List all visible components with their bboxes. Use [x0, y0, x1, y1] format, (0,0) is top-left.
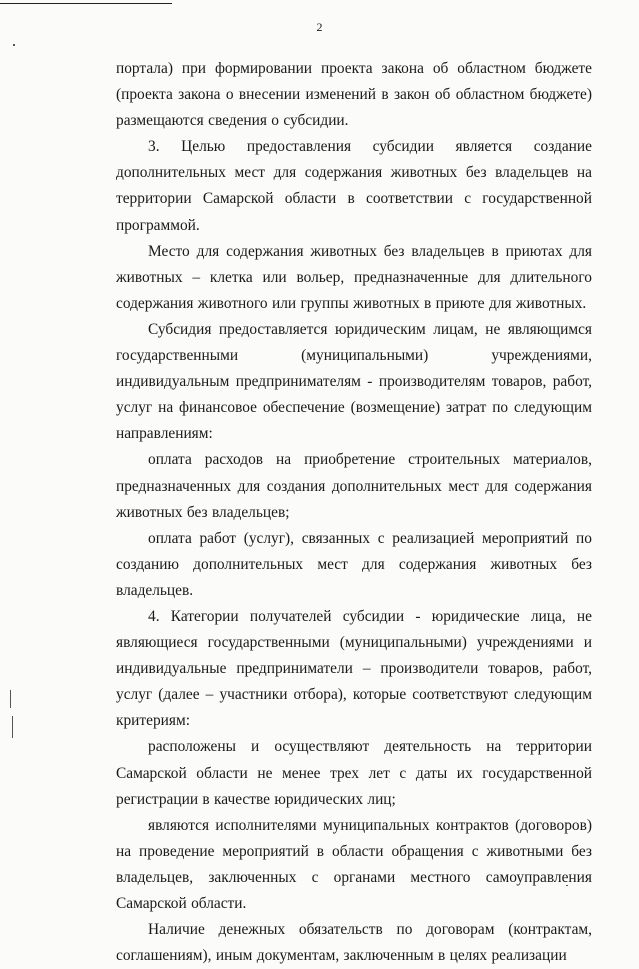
paragraph: Субсидия предоставляется юридическим лицам, не являющимся государственными (муниципальными) учреждениями, индивидуальным предпринимателям - производителям товаров, работ, услуг на финансовое обеспечение (возмещение) затрат по следующим направлениям:	[116, 320, 592, 443]
scan-mark	[10, 690, 11, 708]
header-rule	[0, 3, 172, 4]
scan-mark	[13, 44, 15, 46]
paragraph: 3. Целью предоставления субсидии является создание дополнительных мест для содержания животных без владельцев на территории Самарской области в соответствии с государственной программой.	[116, 138, 592, 234]
paragraph: портала) при формировании проекта закона об областном бюджете (проекта закона о внесении изменений в закон об областном бюджете) размещаются сведения о субсидии.	[116, 60, 592, 130]
paragraph: Место для содержания животных без владельцев в приютах для животных – клетка или вольер, предназначенные для длительного содержания животного или группы животных в приюте для животных.	[116, 242, 592, 312]
paragraph: являются исполнителями муниципальных контрактов (договоров) на проведение мероприятий в области обращения с животными без владельцев, заключенных с органами местного самоуправления Самарской области.	[116, 816, 592, 912]
scan-mark	[12, 716, 13, 738]
paragraph: оплата расходов на приобретение строительных материалов, предназначенных для создания дополнительных мест для содержания животных без владельцев;	[116, 451, 592, 521]
document-body	[116, 56, 592, 969]
paragraph: расположены и осуществляют деятельность на территории Самарской области не менее трех лет с даты их государственной регистрации в качестве юридических лиц;	[116, 738, 592, 808]
paragraph: 4. Категории получателей субсидии - юридические лица, не являющиеся государственными (муниципальными) учреждениями и индивидуальные предприниматели – производители товаров, работ, услуг (далее – участники отбора), которые соответствуют следующим критериям:	[116, 607, 592, 730]
paragraph: оплата работ (услуг), связанных с реализацией мероприятий по созданию дополнительных мест для содержания животных без владельцев.	[116, 529, 592, 599]
page-number: 2	[316, 20, 323, 34]
paragraph: Наличие денежных обязательств по договорам (контрактам, соглашениям), иным документам, заключенным в целях реализации	[116, 921, 592, 965]
